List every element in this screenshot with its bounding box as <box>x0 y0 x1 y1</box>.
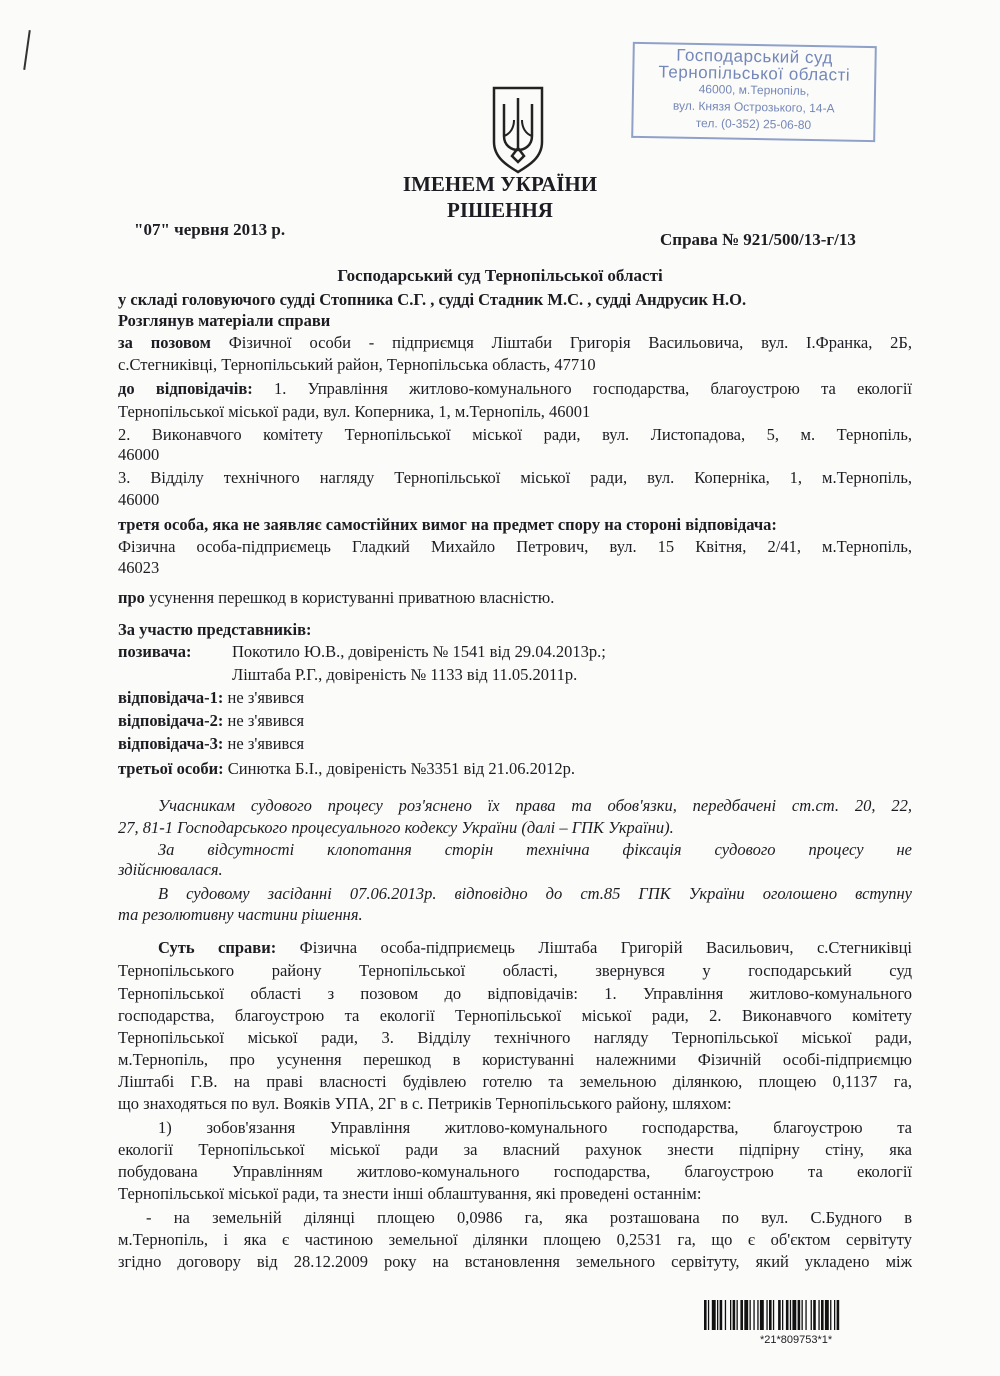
document-subtitle: РІШЕННЯ <box>447 198 553 222</box>
defendant-2-text-1: 2. Виконавчого комітету Тернопільської міської ради, вул. Листопадова, 5, м. Тернопіль, <box>118 425 912 444</box>
essence-label: Суть справи: <box>158 938 277 957</box>
subject-text: усунення перешкод в користуванні приватною власністю. <box>149 588 555 607</box>
case-number: Справа № 921/500/13-г/13 <box>660 230 856 249</box>
defendant-1-rep-label: відповідача-1: <box>118 688 224 707</box>
essence-text-7: Ліштабі Г.В. на праві власності будівлею готелю та земельною ділянкою, площею 0,1137 га, <box>118 1072 912 1091</box>
representatives-heading: За участю представників: <box>118 620 312 639</box>
note-3-line-2: та резолютивну частини рішення. <box>118 905 363 924</box>
point-2-line-1: - на земельній ділянці площею 0,0986 га, яка розташована по вул. С.Будного в <box>146 1208 912 1227</box>
stamp-line-4: вул. Князя Острозького, 14-А <box>672 98 835 116</box>
point-1-line-3: побудована Управлінням житлово-комунального господарства, благоустрою та екології <box>118 1162 912 1181</box>
defendant-1-text-2: Тернопільської міської ради, вул. Коперника, 1, м.Тернопіль, 46001 <box>118 402 591 421</box>
third-party-text-2: 46023 <box>118 558 160 577</box>
essence-text-2: Тернопільського району Тернопільської області, звернувся у господарський суд <box>118 961 912 980</box>
note-1-line-1: Учасникам судового процесу роз'яснено їх права та обов'язки, передбачені ст.ст. 20, 22, <box>158 796 912 815</box>
claim-line-1 <box>118 333 912 353</box>
claim-text-2: с.Стегниківці, Тернопільський район, Тернопільська область, 47710 <box>118 355 596 374</box>
note-1-line-2: 27, 81-1 Господарського процесуального кодексу України (далі – ГПК України). <box>118 818 674 837</box>
essence-text-8: що знаходяться по вул. Вояків УПА, 2Г в с. Петриків Тернопільського району, шляхом: <box>118 1094 732 1113</box>
essence-text-4: господарства, благоустрою та екології Тернопільської міської ради, 2. Виконавчого комітету <box>118 1006 912 1025</box>
defendant-1-rep-value: не з'явився <box>227 688 305 707</box>
court-panel: у складі головуючого судді Стопника С.Г. , судді Стадник М.С. , судді Андрусик Н.О. <box>118 290 747 309</box>
plaintiff-label: позивача: <box>118 642 192 661</box>
point-2-line-2: м.Тернопіль, і яка є частиною земельної ділянки площею 0,2531 га, що є об'єктом сервітуту <box>118 1230 912 1249</box>
defendant-3-rep-line <box>118 734 912 754</box>
defendant-2-rep-value: не з'явився <box>227 711 305 730</box>
claim-label: за позовом <box>118 333 211 352</box>
defendant-2-rep-label: відповідача-2: <box>118 711 224 730</box>
third-party-rep-line <box>118 759 912 779</box>
defendant-1-rep-line <box>118 688 912 708</box>
court-stamp <box>631 42 877 142</box>
essence-text-5: Тернопільської міської ради, 3. Відділу технічного нагляду Тернопільської міської ради, <box>118 1028 912 1047</box>
point-1-line-1: 1) зобов'язання Управління житлово-комунального господарства, благоустрою та <box>158 1118 912 1137</box>
plaintiff-reps-line-1 <box>118 642 912 662</box>
document-title: ІМЕНЕМ УКРАЇНИ <box>402 172 598 196</box>
essence-text-6: м.Тернопіль, про усунення перешкод в користуванні належними Фізичній особі-підприємцю <box>118 1050 912 1069</box>
barcode-number: *21*809753*1* <box>760 1334 833 1346</box>
essence-text-3: Тернопільської області з позовом до відповідачів: 1. Управління житлово-комунального <box>118 984 912 1003</box>
subject-line <box>118 588 912 608</box>
stamp-line-3: 46000, м.Тернопіль, <box>698 82 810 98</box>
defendants-line-1 <box>118 379 912 399</box>
subject-label: про <box>118 588 145 607</box>
decision-date: "07" червня 2013 р. <box>134 220 286 239</box>
claim-text-1: Фізичної особи - підприємця Ліштаби Григорія Васильовича, вул. І.Франка, 2Б, <box>228 333 913 352</box>
stamp-line-2: Тернопільської області <box>658 62 851 85</box>
essence-text-1: Фізична особа-підприємець Ліштаба Григорій Васильович, с.Стегниківці <box>299 938 912 957</box>
stamp-line-5: тел. (0-352) 25-06-80 <box>695 115 812 133</box>
third-party-rep-label: третьої особи: <box>118 759 224 778</box>
barcode-icon <box>704 1300 912 1330</box>
plaintiff-rep-1: Покотило Ю.В., довіреність № 1541 від 29.04.2013р.; <box>232 642 606 661</box>
defendant-3-rep-label: відповідача-3: <box>118 734 224 753</box>
note-3-line-1: В судовому засіданні 07.06.2013р. відповідно до ст.85 ГПК України оголошено вступну <box>158 884 912 903</box>
defendant-3-rep-value: не з'явився <box>227 734 305 753</box>
third-party-rep-value: Синютка Б.І., довіреність №3351 від 21.06.2012р. <box>227 759 576 778</box>
defendants-label: до відповідачів: <box>118 379 253 398</box>
third-party-text-1: Фізична особа-підприємець Гладкий Михайло Петрович, вул. 15 Квітня, 2/41, м.Тернопіль, <box>118 537 912 556</box>
defendant-2-rep-line <box>118 711 912 731</box>
court-name: Господарський суд Тернопільської області <box>337 266 663 285</box>
stamp-line-1: Господарський суд <box>676 45 834 68</box>
note-2-line-2: здійснювалася. <box>118 860 223 879</box>
point-1-line-4: Тернопільської міської ради, та знести інші облаштування, які проведені останнім: <box>118 1184 702 1203</box>
third-party-label: третя особа, яка не заявляє самостійних вимог на предмет спору на стороні відповідача: <box>118 515 777 534</box>
defendant-2-text-2: 46000 <box>118 445 160 464</box>
defendant-3-text-1: 3. Відділу технічного нагляду Тернопільської міської ради, вул. Коперніка, 1, м.Тернопіль, <box>118 468 912 487</box>
note-2-line-1: За відсутності клопотання сторін технічна фіксація судового процесу не <box>158 840 912 859</box>
pen-mark <box>23 30 31 70</box>
plaintiff-rep-2: Ліштаба Р.Г., довіреність № 1133 від 11.05.2011р. <box>232 665 578 684</box>
essence-line-1 <box>158 938 912 958</box>
defendant-1-text-1: 1. Управління житлово-комунального господарства, благоустрою та екології <box>273 379 912 398</box>
coat-of-arms-icon <box>488 84 548 174</box>
point-1-line-2: екології Тернопільської міської ради за власний рахунок знести підпірну стіну, яка <box>118 1140 912 1159</box>
reviewed-materials: Розглянув матеріали справи <box>118 311 331 330</box>
point-2-line-3: згідно договору від 28.12.2009 року на встановлення земельного сервітуту, який укладено між <box>118 1252 912 1271</box>
defendant-3-text-2: 46000 <box>118 490 160 509</box>
